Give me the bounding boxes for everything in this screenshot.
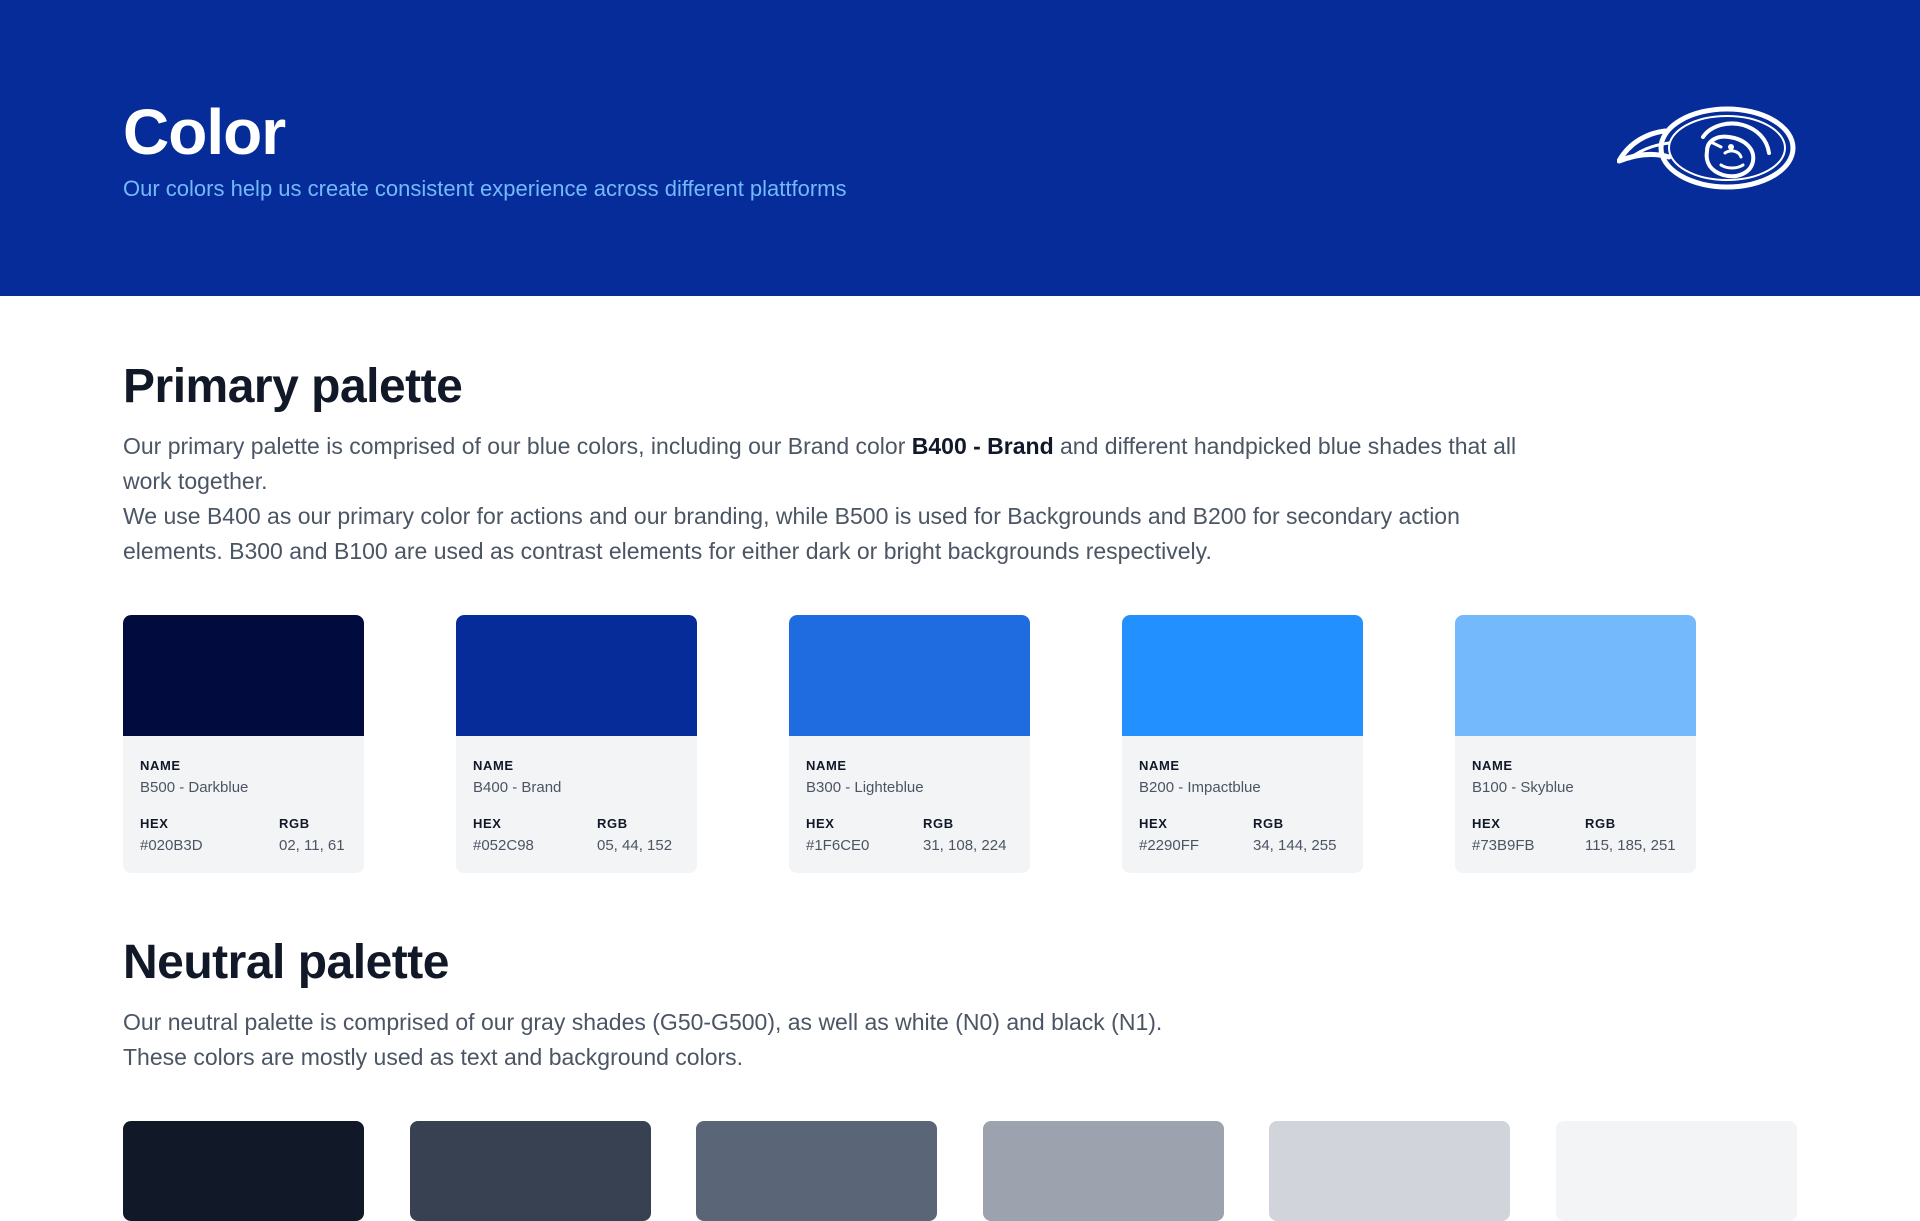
neutral-color-chip: [1269, 1121, 1510, 1221]
color-chip: [789, 615, 1030, 736]
hex-label: HEX: [473, 816, 502, 831]
swatch-hex: #2290FF: [1139, 837, 1200, 854]
hex-label: HEX: [1139, 816, 1168, 831]
rgb-label: RGB: [1585, 816, 1616, 831]
neutral-desc-line-2: These colors are mostly used as text and background colors.: [123, 1044, 744, 1070]
swatch-name: B500 - Darkblue: [140, 779, 249, 796]
color-chip: [123, 615, 364, 736]
name-label: NAME: [1139, 758, 1180, 773]
swatch-rgb: 05, 44, 152: [597, 837, 673, 854]
swatch-card-b300: [789, 615, 1030, 873]
primary-swatch-row: [123, 615, 1693, 873]
rgb-label: RGB: [597, 816, 628, 831]
swatch-hex: #73B9FB: [1472, 837, 1535, 854]
swatch-rgb: 02, 11, 61: [279, 837, 345, 854]
color-chip: [1455, 615, 1696, 736]
brand-color-highlight: B400 - Brand: [911, 433, 1054, 459]
swatch-hex: #1F6CE0: [806, 837, 870, 854]
neutral-color-chip: [983, 1121, 1224, 1221]
swatch-rgb: 34, 144, 255: [1253, 837, 1337, 854]
swatch-name: B100 - Skyblue: [1472, 779, 1574, 796]
swatch-rgb: 115, 185, 251: [1585, 837, 1676, 854]
hex-label: HEX: [140, 816, 169, 831]
neutral-color-chip: [1556, 1121, 1797, 1221]
page-subtitle: Our colors help us create consistent experience across different plattforms: [123, 176, 847, 201]
primary-desc-paragraph-1: Our primary palette is comprised of our blue colors, including our Brand color B400 - Brand and different handpicked blue shades that all work together.: [123, 433, 1517, 494]
color-chip: [456, 615, 697, 736]
neutral-palette-title: Neutral palette: [123, 936, 449, 989]
neutral-desc-line-1: Our neutral palette is comprised of our gray shades (G50-G500), as well as white (N0) and black (N1).: [123, 1009, 1163, 1035]
neutral-color-chip: [123, 1121, 364, 1221]
swatch-hex: #020B3D: [140, 837, 203, 854]
swatch-hex: #052C98: [473, 837, 534, 854]
page-header: [0, 0, 1920, 296]
name-label: NAME: [140, 758, 181, 773]
mascot-bulldog-logo-icon: [1617, 103, 1799, 193]
name-label: NAME: [1472, 758, 1513, 773]
name-label: NAME: [806, 758, 847, 773]
swatch-rgb: 31, 108, 224: [923, 837, 1007, 854]
swatch-name: B400 - Brand: [473, 779, 562, 796]
swatch-card-b500: [123, 615, 364, 873]
hex-label: HEX: [806, 816, 835, 831]
rgb-label: RGB: [923, 816, 954, 831]
neutral-palette-description: [123, 1005, 1523, 1075]
page-title: Color: [123, 96, 286, 168]
hex-label: HEX: [1472, 816, 1501, 831]
name-label: NAME: [473, 758, 514, 773]
swatch-card-b400: [456, 615, 697, 873]
primary-palette-description: [123, 429, 1523, 569]
primary-desc-paragraph-2: We use B400 as our primary color for actions and our branding, while B500 is used for Backgrounds and B200 for secondary action elements. B300 and B100 are used as contrast elements for either dark or bright backgrounds respectively.: [123, 503, 1460, 564]
swatch-name: B200 - Impactblue: [1139, 779, 1261, 796]
swatch-card-b100: [1455, 615, 1696, 873]
rgb-label: RGB: [1253, 816, 1284, 831]
primary-palette-title: Primary palette: [123, 360, 463, 413]
neutral-swatch-row: [123, 1121, 1798, 1200]
color-chip: [1122, 615, 1363, 736]
neutral-color-chip: [410, 1121, 651, 1221]
neutral-color-chip: [696, 1121, 937, 1221]
swatch-name: B300 - Lighteblue: [806, 779, 924, 796]
rgb-label: RGB: [279, 816, 310, 831]
swatch-card-b200: [1122, 615, 1363, 873]
